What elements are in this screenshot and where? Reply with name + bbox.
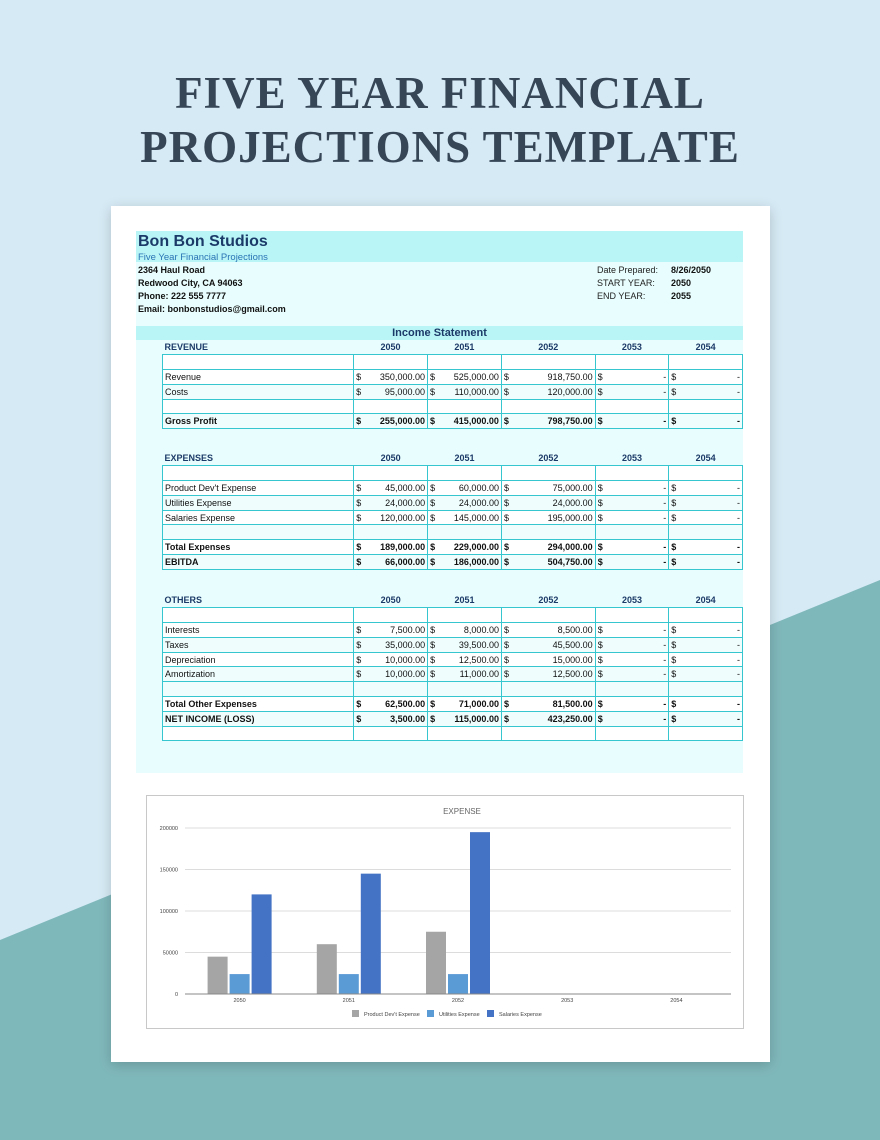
blank-cell[interactable] [354, 466, 428, 481]
y-tick-label: 200000 [159, 826, 178, 832]
currency-symbol: $ [354, 711, 366, 726]
currency-symbol: $ [669, 711, 681, 726]
value-cell[interactable]: 120,000.00 [513, 384, 595, 399]
year-header: 2053 [595, 451, 669, 466]
blank-cell[interactable] [354, 682, 428, 697]
value-cell[interactable]: - [607, 637, 669, 652]
value-cell[interactable]: 8,500.00 [513, 623, 595, 638]
currency-symbol: $ [427, 384, 439, 399]
currency-symbol: $ [501, 540, 513, 555]
value-cell[interactable]: - [681, 414, 743, 429]
currency-symbol: $ [501, 637, 513, 652]
total-expenses-row [163, 540, 743, 555]
value-cell[interactable]: 229,000.00 [440, 540, 502, 555]
currency-symbol: $ [501, 697, 513, 712]
row-label[interactable]: Depreciation [163, 652, 354, 667]
value-cell[interactable]: - [681, 652, 743, 667]
bar-product-dev-t-expense [208, 957, 228, 994]
blank-cell[interactable] [669, 355, 743, 370]
poster-title [0, 66, 880, 174]
value-cell[interactable]: 798,750.00 [513, 414, 595, 429]
row-label[interactable]: Gross Profit [163, 414, 354, 429]
value-cell[interactable]: - [681, 384, 743, 399]
value-cell[interactable]: 11,000.00 [440, 667, 502, 682]
blank-cell[interactable] [163, 682, 354, 697]
year-header: 2054 [669, 340, 743, 355]
currency-symbol: $ [595, 481, 607, 496]
blank-cell[interactable] [163, 466, 354, 481]
value-cell[interactable]: 255,000.00 [366, 414, 428, 429]
currency-symbol: $ [669, 667, 681, 682]
currency-symbol: $ [354, 384, 366, 399]
value-cell[interactable]: 71,000.00 [440, 697, 502, 712]
expense-chart-svg [147, 796, 743, 1028]
row-label[interactable]: Taxes [163, 637, 354, 652]
y-tick-label: 100000 [159, 909, 178, 915]
net-income-row [163, 711, 743, 726]
currency-symbol: $ [428, 481, 440, 496]
value-cell[interactable]: - [681, 697, 743, 712]
phone: Phone: 222 555 7777 [138, 291, 227, 301]
value-cell[interactable]: 120,000.00 [366, 510, 428, 525]
value-cell[interactable]: - [607, 414, 669, 429]
currency-symbol: $ [669, 481, 681, 496]
currency-symbol: $ [354, 370, 366, 385]
blank-cell[interactable] [595, 399, 669, 414]
value-cell[interactable]: - [681, 540, 743, 555]
company-subtitle: Five Year Financial Projections [138, 252, 268, 263]
blank-cell[interactable] [428, 682, 502, 697]
y-tick-label: 0 [174, 992, 178, 998]
blank-cell[interactable] [595, 608, 669, 623]
section-header: OTHERS [163, 593, 354, 608]
year-header: 2051 [427, 340, 501, 355]
currency-symbol: $ [501, 667, 513, 682]
bar-product-dev-t-expense [317, 944, 337, 994]
blank-cell[interactable] [595, 525, 669, 540]
value-cell[interactable]: 10,000.00 [366, 667, 428, 682]
value-cell[interactable]: - [681, 510, 743, 525]
currency-symbol: $ [427, 414, 439, 429]
currency-symbol: $ [595, 697, 607, 712]
end-year-label: END YEAR: [597, 291, 646, 301]
currency-symbol: $ [669, 697, 681, 712]
bar-salaries-expense [470, 832, 490, 994]
currency-symbol: $ [354, 495, 366, 510]
currency-symbol: $ [354, 481, 366, 496]
x-tick-label: 2051 [342, 998, 355, 1004]
currency-symbol: $ [595, 652, 607, 667]
value-cell[interactable]: 62,500.00 [366, 697, 428, 712]
value-cell[interactable]: - [607, 495, 669, 510]
currency-symbol: $ [595, 623, 607, 638]
value-cell[interactable]: 45,500.00 [513, 637, 595, 652]
revenue-table [162, 340, 743, 429]
currency-symbol: $ [428, 667, 440, 682]
legend-label: Salaries Expense [499, 1012, 542, 1018]
value-cell[interactable]: 918,750.00 [513, 370, 595, 385]
value-cell[interactable]: 39,500.00 [440, 637, 502, 652]
value-cell[interactable]: 110,000.00 [439, 384, 501, 399]
x-tick-label: 2054 [670, 998, 683, 1004]
currency-symbol: $ [354, 555, 366, 570]
value-cell[interactable]: - [607, 510, 669, 525]
year-header: 2050 [354, 593, 428, 608]
currency-symbol: $ [501, 481, 513, 496]
blank-cell[interactable] [428, 608, 502, 623]
blank-cell[interactable] [595, 466, 669, 481]
other-expense-row [163, 652, 743, 667]
value-cell[interactable]: 95,000.00 [366, 384, 428, 399]
value-cell[interactable]: 525,000.00 [439, 370, 501, 385]
blank-cell[interactable] [354, 726, 428, 741]
row-label[interactable]: Revenue [163, 370, 354, 385]
value-cell[interactable]: 8,000.00 [440, 623, 502, 638]
expense-row [163, 510, 743, 525]
year-header: 2050 [354, 451, 428, 466]
currency-symbol: $ [669, 623, 681, 638]
currency-symbol: $ [354, 652, 366, 667]
currency-symbol: $ [501, 370, 513, 385]
blank-cell[interactable] [427, 399, 501, 414]
value-cell[interactable]: 24,000.00 [513, 495, 595, 510]
other-expense-row [163, 623, 743, 638]
year-header: 2051 [428, 593, 502, 608]
year-header: 2053 [595, 593, 669, 608]
end-year-value: 2055 [671, 291, 692, 301]
value-cell[interactable]: - [607, 697, 669, 712]
currency-symbol: $ [428, 510, 440, 525]
bar-utilities-expense [230, 974, 250, 994]
blank-cell[interactable] [669, 682, 743, 697]
row-label[interactable]: NET INCOME (LOSS) [163, 711, 354, 726]
currency-symbol: $ [595, 555, 607, 570]
value-cell[interactable]: 415,000.00 [439, 414, 501, 429]
value-cell[interactable]: 186,000.00 [440, 555, 502, 570]
currency-symbol: $ [501, 652, 513, 667]
currency-symbol: $ [669, 370, 681, 385]
blank-cell[interactable] [163, 355, 354, 370]
x-tick-label: 2052 [451, 998, 465, 1004]
value-cell[interactable]: 195,000.00 [513, 510, 595, 525]
value-cell[interactable]: - [607, 540, 669, 555]
currency-symbol: $ [354, 667, 366, 682]
value-cell[interactable]: 12,500.00 [440, 652, 502, 667]
value-cell[interactable]: 15,000.00 [513, 652, 595, 667]
address-line1: 2364 Haul Road [138, 265, 206, 275]
value-cell[interactable]: 24,000.00 [366, 495, 428, 510]
legend-swatch [487, 1010, 494, 1017]
blank-cell[interactable] [669, 525, 743, 540]
currency-symbol: $ [669, 540, 681, 555]
year-header: 2050 [354, 340, 428, 355]
blank-cell[interactable] [501, 355, 595, 370]
year-header: 2054 [669, 451, 743, 466]
currency-symbol: $ [669, 510, 681, 525]
row-label[interactable]: Total Other Expenses [163, 697, 354, 712]
income-statement-title: Income Statement [136, 326, 743, 340]
start-year-value: 2050 [671, 278, 692, 288]
x-tick-label: 2050 [233, 998, 246, 1004]
company-name: Bon Bon Studios [138, 233, 268, 250]
gross-profit-row [163, 414, 743, 429]
bar-salaries-expense [252, 894, 272, 994]
blank-cell[interactable] [501, 726, 595, 741]
expense-row [163, 495, 743, 510]
value-cell[interactable]: - [681, 637, 743, 652]
value-cell[interactable]: 81,500.00 [513, 697, 595, 712]
x-tick-label: 2053 [561, 998, 574, 1004]
value-cell[interactable]: 294,000.00 [513, 540, 595, 555]
section-header: REVENUE [163, 340, 354, 355]
blank-cell[interactable] [163, 525, 354, 540]
others-table [162, 593, 743, 741]
currency-symbol: $ [501, 495, 513, 510]
value-cell[interactable]: - [681, 711, 743, 726]
value-cell[interactable]: - [607, 711, 669, 726]
revenue-row [163, 370, 743, 385]
value-cell[interactable]: - [681, 370, 743, 385]
bar-utilities-expense [448, 974, 468, 994]
poster-title-line1: FIVE YEAR FINANCIAL [175, 68, 705, 118]
currency-symbol: $ [669, 384, 681, 399]
currency-symbol: $ [501, 555, 513, 570]
value-cell[interactable]: 60,000.00 [440, 481, 502, 496]
currency-symbol: $ [354, 623, 366, 638]
value-cell[interactable]: 24,000.00 [440, 495, 502, 510]
currency-symbol: $ [354, 414, 366, 429]
costs-row [163, 384, 743, 399]
currency-symbol: $ [428, 652, 440, 667]
currency-symbol: $ [669, 555, 681, 570]
income-statement-panel [136, 231, 743, 773]
address-line2: Redwood City, CA 94063 [138, 278, 243, 288]
currency-symbol: $ [354, 637, 366, 652]
email: Email: bonbonstudios@gmail.com [138, 304, 286, 314]
value-cell[interactable]: - [607, 652, 669, 667]
y-tick-label: 150000 [159, 867, 178, 874]
blank-cell[interactable] [595, 682, 669, 697]
expenses-table [162, 451, 743, 570]
ebitda-row [163, 555, 743, 570]
date-prepared-label: Date Prepared: [597, 265, 659, 275]
currency-symbol: $ [669, 495, 681, 510]
value-cell[interactable]: - [607, 370, 669, 385]
blank-cell[interactable] [354, 608, 428, 623]
bar-product-dev-t-expense [426, 932, 446, 994]
currency-symbol: $ [669, 652, 681, 667]
bar-utilities-expense [339, 974, 359, 994]
chart-title: EXPENSE [443, 807, 481, 816]
value-cell[interactable]: 145,000.00 [440, 510, 502, 525]
blank-cell[interactable] [501, 525, 595, 540]
currency-symbol: $ [501, 414, 513, 429]
row-label[interactable]: Total Expenses [163, 540, 354, 555]
blank-cell[interactable] [428, 466, 502, 481]
value-cell[interactable]: - [607, 667, 669, 682]
value-cell[interactable]: 66,000.00 [366, 555, 428, 570]
value-cell[interactable]: - [681, 623, 743, 638]
value-cell[interactable]: 115,000.00 [440, 711, 502, 726]
currency-symbol: $ [428, 495, 440, 510]
value-cell[interactable]: - [681, 667, 743, 682]
currency-symbol: $ [595, 667, 607, 682]
year-header: 2051 [428, 451, 502, 466]
expense-chart [146, 795, 744, 1029]
row-label[interactable]: Salaries Expense [163, 510, 354, 525]
value-cell[interactable]: - [681, 495, 743, 510]
currency-symbol: $ [354, 697, 366, 712]
blank-cell[interactable] [501, 466, 595, 481]
blank-cell[interactable] [595, 726, 669, 741]
currency-symbol: $ [501, 384, 513, 399]
value-cell[interactable]: - [607, 623, 669, 638]
value-cell[interactable]: - [607, 481, 669, 496]
value-cell[interactable]: 35,000.00 [366, 637, 428, 652]
expense-row [163, 481, 743, 496]
row-label[interactable]: Costs [163, 384, 354, 399]
blank-cell[interactable] [501, 608, 595, 623]
blank-cell[interactable] [427, 355, 501, 370]
row-label[interactable]: Utilities Expense [163, 495, 354, 510]
currency-symbol: $ [669, 637, 681, 652]
legend-swatch [352, 1010, 359, 1017]
year-header: 2052 [501, 451, 595, 466]
blank-cell[interactable] [669, 399, 743, 414]
value-cell[interactable]: 189,000.00 [366, 540, 428, 555]
blank-cell[interactable] [354, 399, 428, 414]
blank-cell[interactable] [428, 525, 502, 540]
blank-cell[interactable] [669, 466, 743, 481]
value-cell[interactable]: - [681, 481, 743, 496]
poster-title-line2: PROJECTIONS TEMPLATE [140, 122, 740, 172]
date-prepared-value: 8/26/2050 [671, 265, 712, 275]
currency-symbol: $ [595, 414, 607, 429]
currency-symbol: $ [427, 370, 439, 385]
currency-symbol: $ [428, 697, 440, 712]
blank-cell[interactable] [669, 726, 743, 741]
currency-symbol: $ [595, 495, 607, 510]
currency-symbol: $ [595, 637, 607, 652]
currency-symbol: $ [428, 555, 440, 570]
currency-symbol: $ [354, 540, 366, 555]
bar-salaries-expense [361, 874, 381, 994]
blank-cell[interactable] [595, 355, 669, 370]
start-year-label: START YEAR: [597, 278, 655, 288]
currency-symbol: $ [501, 711, 513, 726]
currency-symbol: $ [428, 540, 440, 555]
other-expense-row [163, 667, 743, 682]
blank-cell[interactable] [354, 525, 428, 540]
currency-symbol: $ [354, 510, 366, 525]
blank-cell[interactable] [163, 608, 354, 623]
value-cell[interactable]: - [607, 384, 669, 399]
value-cell[interactable]: 504,750.00 [513, 555, 595, 570]
total-other-expenses-row [163, 697, 743, 712]
currency-symbol: $ [501, 510, 513, 525]
blank-cell[interactable] [501, 682, 595, 697]
value-cell[interactable]: - [681, 555, 743, 570]
value-cell[interactable]: - [607, 555, 669, 570]
value-cell[interactable]: 10,000.00 [366, 652, 428, 667]
currency-symbol: $ [595, 384, 607, 399]
currency-symbol: $ [595, 711, 607, 726]
blank-cell[interactable] [501, 399, 595, 414]
row-label[interactable]: EBITDA [163, 555, 354, 570]
value-cell[interactable]: 3,500.00 [366, 711, 428, 726]
value-cell[interactable]: 350,000.00 [366, 370, 428, 385]
currency-symbol: $ [595, 540, 607, 555]
currency-symbol: $ [595, 510, 607, 525]
blank-cell[interactable] [669, 608, 743, 623]
row-label[interactable]: Amortization [163, 667, 354, 682]
legend-swatch [427, 1010, 434, 1017]
company-header [136, 231, 743, 262]
blank-cell[interactable] [428, 726, 502, 741]
row-label[interactable]: Product Dev't Expense [163, 481, 354, 496]
year-header: 2052 [501, 593, 595, 608]
year-header: 2052 [501, 340, 595, 355]
currency-symbol: $ [595, 370, 607, 385]
spreadsheet-page [111, 206, 770, 1062]
other-expense-row [163, 637, 743, 652]
currency-symbol: $ [501, 623, 513, 638]
row-label[interactable]: Interests [163, 623, 354, 638]
section-header: EXPENSES [163, 451, 354, 466]
currency-symbol: $ [428, 711, 440, 726]
blank-cell[interactable] [163, 399, 354, 414]
year-header: 2054 [669, 593, 743, 608]
currency-symbol: $ [428, 623, 440, 638]
value-cell[interactable]: 7,500.00 [366, 623, 428, 638]
value-cell[interactable]: 45,000.00 [366, 481, 428, 496]
legend-label: Utilities Expense [439, 1012, 480, 1018]
currency-symbol: $ [669, 414, 681, 429]
y-tick-label: 50000 [162, 950, 178, 957]
legend-label: Product Dev't Expense [364, 1012, 420, 1018]
value-cell[interactable]: 75,000.00 [513, 481, 595, 496]
value-cell[interactable]: 423,250.00 [513, 711, 595, 726]
year-header: 2053 [595, 340, 669, 355]
value-cell[interactable]: 12,500.00 [513, 667, 595, 682]
currency-symbol: $ [428, 637, 440, 652]
blank-cell[interactable] [163, 726, 354, 741]
blank-cell[interactable] [354, 355, 428, 370]
